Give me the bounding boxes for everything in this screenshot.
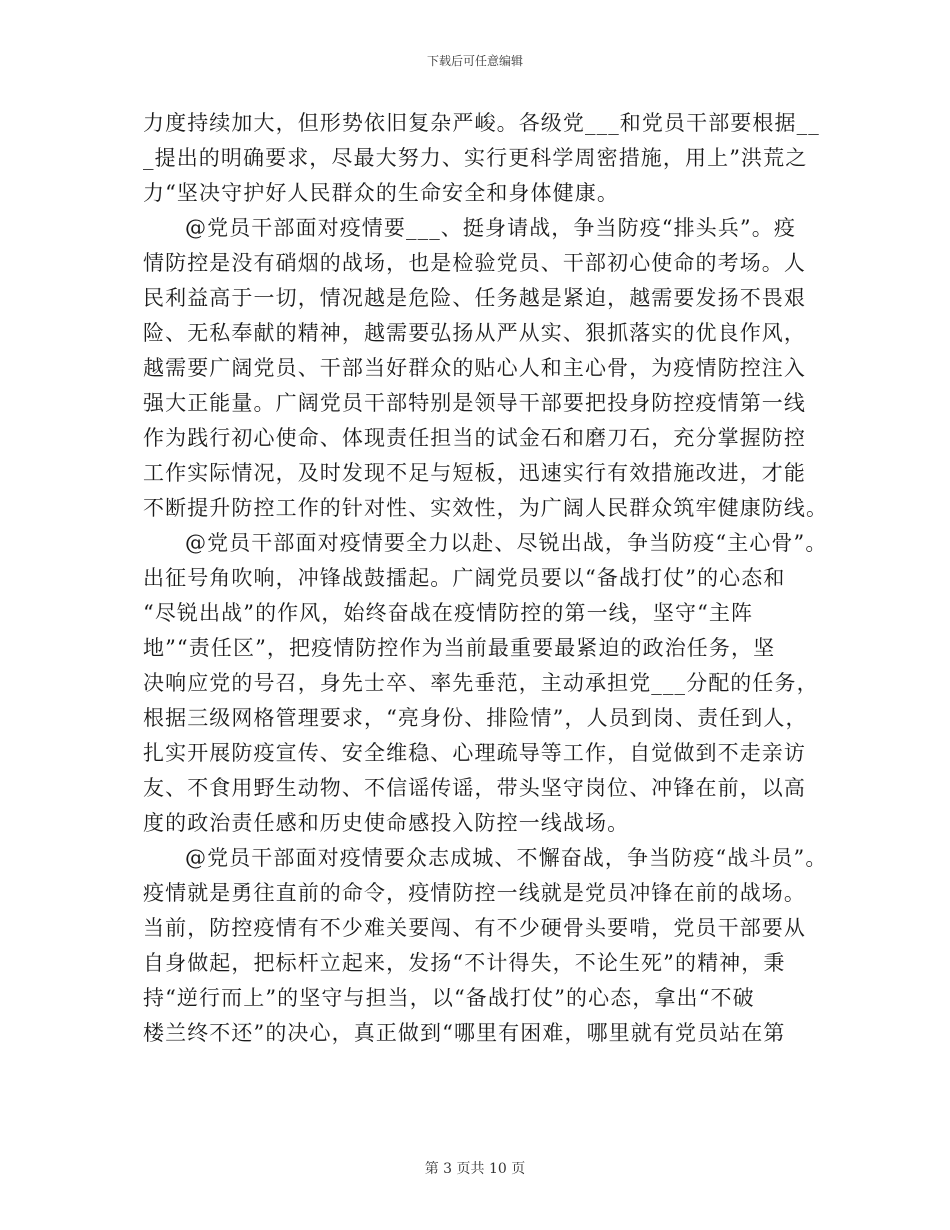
text-line: 扎实开展防疫宣传、安全维稳、心理疏导等工作，自觉做到不走亲访 — [143, 741, 806, 765]
text-line: 工作实际情况，及时发现不足与短板，迅速实行有效措施改进，才能 — [143, 461, 806, 485]
text-line: 楼兰终不还”的决心，真正做到“哪里有困难，哪里就有党员站在第 — [143, 1021, 786, 1045]
text-line: 力度持续加大，但形势依旧复杂严峻。各级党___和党员干部要根据__ — [143, 111, 820, 135]
text-line: 度的政治责任感和历史使命感投入防控一线战场。 — [143, 811, 630, 835]
text-line: 情防控是没有硝烟的战场，也是检验党员、干部初心使命的考场。人 — [143, 251, 806, 275]
text-line: 根据三级网格管理要求，“亮身份、排险情”，人员到岗、责任到人， — [143, 706, 808, 730]
text-line: 决响应党的号召，身先士卒、率先垂范，主动承担党___分配的任务， — [143, 671, 819, 695]
text-line: 强大正能量。广阔党员干部特别是领导干部要把投身防控疫情第一线 — [143, 391, 806, 415]
text-line: 作为践行初心使命、体现责任担当的试金石和磨刀石，充分掌握防控 — [143, 426, 806, 450]
text-line: 民利益高于一切，情况越是危险、任务越是紧迫，越需要发扬不畏艰 — [143, 286, 806, 310]
text-line: 疫情就是勇往直前的命令，疫情防控一线就是党员冲锋在前的战场。 — [143, 881, 806, 905]
text-line: 险、无私奉献的精神，越需要弘扬从严从实、狠抓落实的优良作风， — [143, 321, 806, 345]
text-line: 不断提升防控工作的针对性、实效性，为广阔人民群众筑牢健康防线。 — [143, 496, 829, 520]
page-header: 下载后可任意编辑 — [426, 54, 523, 68]
text-line: 自身做起，把标杆立起来，发扬“不计得失，不论生死”的精神，秉 — [143, 951, 786, 975]
paragraph-start-line: @党员干部面对疫情要全力以赴、尽锐出战，争当防疫“主心骨”。 — [185, 531, 828, 555]
text-line: 友、不食用野生动物、不信谣传谣，带头坚守岗位、冲锋在前，以高 — [143, 776, 806, 800]
text-line: 力“坚决守护好人民群众的生命安全和身体健康。 — [143, 181, 619, 205]
text-line: 出征号角吹响，冲锋战鼓擂起。广阔党员要以“备战打仗”的心态和 — [143, 566, 786, 590]
text-line: _提出的明确要求，尽最大努力、实行更科学周密措施，用上”洪荒之 — [143, 146, 808, 170]
paragraph-start-line: @党员干部面对疫情要众志成城、不懈奋战，争当防疫“战斗员”。 — [185, 846, 828, 870]
text-line: 地”“责任区”，把疫情防控作为当前最重要最紧迫的政治任务，坚 — [143, 636, 776, 660]
paragraph-start-line: @党员干部面对疫情要___、挺身请战，争当防疫“排头兵”。疫 — [185, 216, 796, 240]
text-line: 当前，防控疫情有不少难关要闯、有不少硬骨头要啃，党员干部要从 — [143, 916, 806, 940]
text-line: “尽锐出战”的作风，始终奋战在疫情防控的第一线，坚守“主阵 — [143, 601, 754, 625]
text-line: 越需要广阔党员、干部当好群众的贴心人和主心骨，为疫情防控注入 — [143, 356, 806, 380]
body-text — [143, 106, 829, 1051]
text-line: 持“逆行而上”的坚守与担当，以“备战打仗”的心态，拿出“不破 — [143, 986, 755, 1010]
page-footer: 第 3 页共 10 页 — [424, 1161, 526, 1177]
